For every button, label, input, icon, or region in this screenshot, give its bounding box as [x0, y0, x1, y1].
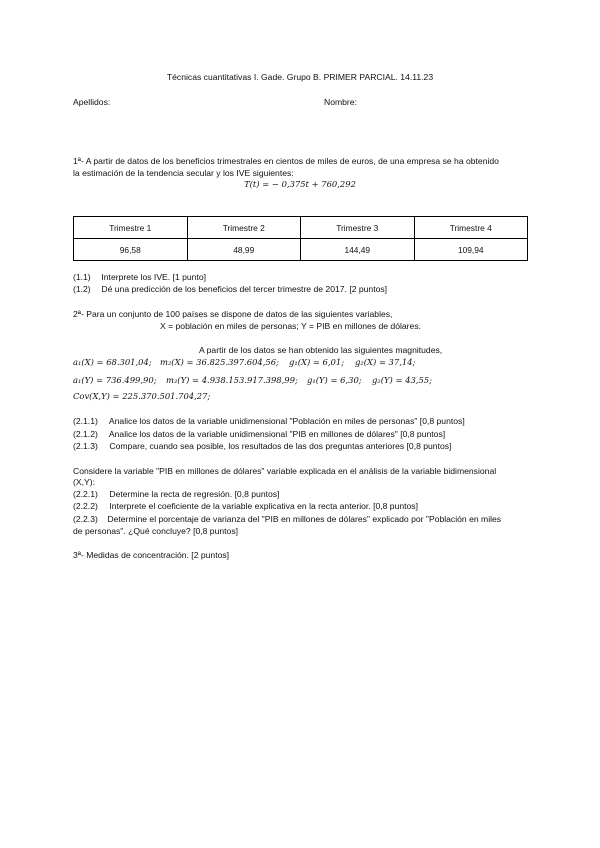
- q2-consider-line1: Considere la variable "PIB en millones de dólares" variable explicada en el análisis de la variable bidimensional: [73, 466, 497, 476]
- exam-title: Técnicas cuantitativas I. Gade. Grupo B. PRIMER PARCIAL. 14.11.23: [166, 72, 434, 82]
- item-text: Dé una predicción de los beneficios del tercer trimestre de 2017. [2 puntos]: [101, 284, 388, 294]
- q1-intro-line2: la estimación de la tendencia secular y los IVE siguientes:: [73, 168, 294, 178]
- q2-intro-line2: X = población en miles de personas; Y = PIB en millones de dólares.: [160, 321, 421, 331]
- q1-item: [73, 272, 206, 282]
- item-number: (2.1.3): [73, 441, 98, 451]
- item-number: (2.2.1): [73, 489, 98, 499]
- q2-item: [73, 501, 418, 511]
- ive-header-cell: Trimestre 2: [187, 217, 301, 239]
- ive-header-cell: Trimestre 4: [414, 217, 528, 239]
- item-text: Compare, cuando sea posible, los resultados de las dos preguntas anteriores [0,8 puntos]: [109, 441, 452, 451]
- magnitude-m2x: m₂(X) = 36.825.397.604,56;: [160, 357, 279, 367]
- magnitude-g1x: g₁(X) = 6,01;: [289, 357, 345, 367]
- magnitude-g2x: g₂(X) = 37,14;: [355, 357, 416, 367]
- ive-table-header-row: [74, 217, 528, 239]
- q1-trend-formula: T(t) = − 0,375t + 760,292: [244, 179, 356, 189]
- q2-item: [73, 429, 445, 439]
- item-text: Analice los datos de la variable unidimensional "PIB en millones de dólares" [0,8 puntos]: [108, 429, 446, 439]
- ive-value-cell: 109,94: [414, 239, 528, 261]
- item-number: (2.2.2): [73, 501, 98, 511]
- apellidos-label: Apellidos:: [73, 97, 111, 107]
- ive-header-cell: Trimestre 1: [74, 217, 188, 239]
- q2-consider-line2: (X,Y):: [73, 477, 95, 487]
- ive-table-value-row: [74, 239, 528, 261]
- ive-value-cell: 96,58: [74, 239, 188, 261]
- q2-item-223-line1: (2.2.3) Determine el porcentaje de varianza del "PIB en millones de dólares" explicado por "Población en miles: [73, 514, 502, 524]
- magnitude-g1y: g₁(Y) = 6,30;: [307, 375, 362, 385]
- magnitude-cov: Cov(X,Y) = 225.370.501.704,27;: [73, 391, 211, 401]
- ive-value-cell: 48,99: [187, 239, 301, 261]
- magnitude-g2y: g₂(Y) = 43,55;: [372, 375, 432, 385]
- ive-header-cell: Trimestre 3: [301, 217, 415, 239]
- q1-intro-line1: 1ª- A partir de datos de los beneficios trimestrales en cientos de miles de euros, de una empresa se ha obtenido: [73, 156, 499, 166]
- nombre-label: Nombre:: [324, 97, 357, 107]
- q1-item: [73, 284, 387, 294]
- item-text: Determine la recta de regresión. [0,8 puntos]: [109, 489, 280, 499]
- q2-intro-line1: 2ª- Para un conjunto de 100 países se dispone de datos de las siguientes variables,: [73, 309, 393, 319]
- q2-item-223-line2: de personas". ¿Qué concluye? [0,8 puntos]: [73, 526, 239, 536]
- item-number: (1.2): [73, 284, 91, 294]
- item-number: (1.1): [73, 272, 91, 282]
- item-text: Interprete el coeficiente de la variable explicativa en la recta anterior. [0,8 puntos]: [109, 501, 418, 511]
- magnitude-a1x: a₁(X) = 68.301,04;: [73, 357, 152, 367]
- ive-value-cell: 144,49: [301, 239, 415, 261]
- item-number: (2.1.2): [73, 429, 98, 439]
- q2-item: [73, 489, 279, 499]
- q3-text: 3ª- Medidas de concentración. [2 puntos]: [73, 550, 230, 560]
- magnitude-a1y: a₁(Y) = 736.499,90;: [73, 375, 157, 385]
- item-text: Analice los datos de la variable unidimensional "Población en miles de personas" [0,8 puntos]: [108, 416, 465, 426]
- item-number: (2.1.1): [73, 416, 98, 426]
- q2-item: [73, 416, 465, 426]
- q2-magnitudes-intro: A partir de los datos se han obtenido las siguientes magnitudes,: [199, 345, 443, 355]
- q2-item: [73, 441, 451, 451]
- ive-table: [73, 216, 528, 261]
- magnitude-m2y: m₂(Y) = 4.938.153.917.398,99;: [166, 375, 298, 385]
- item-text: Interprete los IVE. [1 punto]: [101, 272, 207, 282]
